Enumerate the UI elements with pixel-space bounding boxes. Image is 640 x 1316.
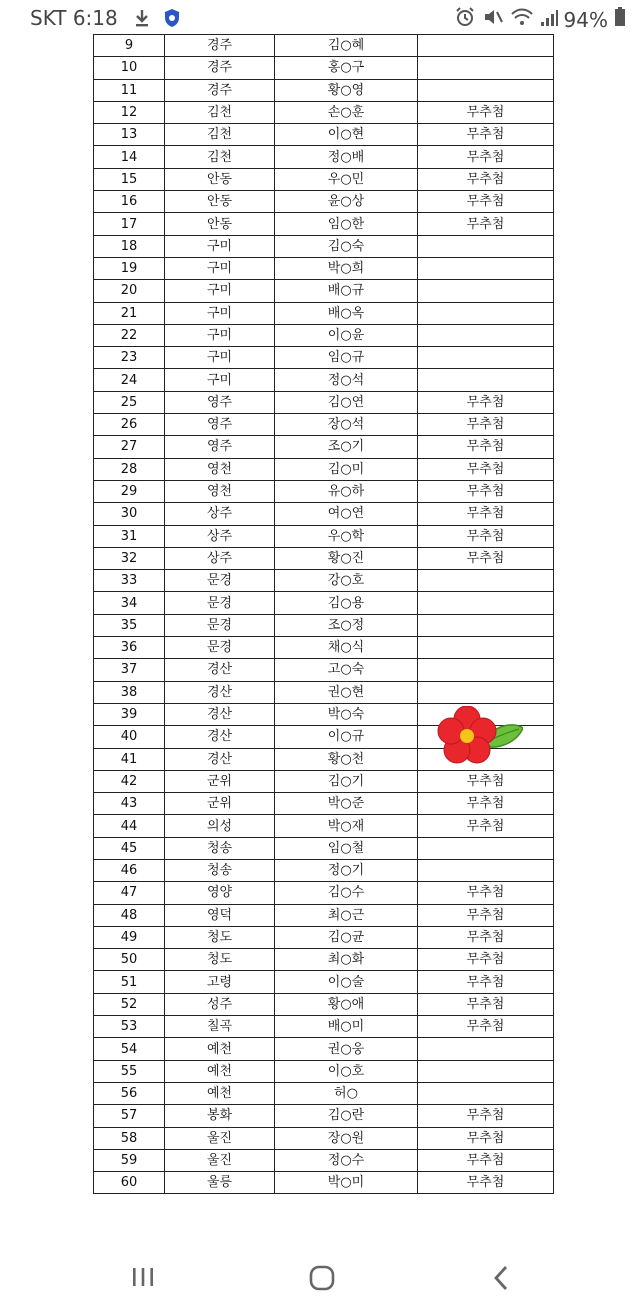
- row-number-cell: 22: [94, 324, 165, 346]
- note-cell: 무추첨: [418, 770, 554, 792]
- region-cell: 구미: [165, 369, 275, 391]
- row-number-cell: 57: [94, 1105, 165, 1127]
- table-row: [94, 79, 554, 101]
- note-cell: 무추첨: [418, 949, 554, 971]
- name-cell: 정○수: [275, 1149, 418, 1171]
- participant-table: [93, 34, 554, 1194]
- name-cell: 손○훈: [275, 101, 418, 123]
- name-cell: 박○미: [275, 1172, 418, 1194]
- region-cell: 경주: [165, 79, 275, 101]
- recent-apps-icon[interactable]: [130, 1264, 156, 1294]
- table-row: [94, 859, 554, 881]
- region-cell: 김천: [165, 124, 275, 146]
- region-cell: 울진: [165, 1149, 275, 1171]
- name-cell: 이○호: [275, 1060, 418, 1082]
- region-cell: 경산: [165, 726, 275, 748]
- name-cell: 홍○구: [275, 57, 418, 79]
- region-cell: 군위: [165, 770, 275, 792]
- row-number-cell: 52: [94, 993, 165, 1015]
- note-cell: 무추첨: [418, 993, 554, 1015]
- region-cell: 구미: [165, 302, 275, 324]
- row-number-cell: 12: [94, 101, 165, 123]
- note-cell: [418, 637, 554, 659]
- note-cell: 무추첨: [418, 793, 554, 815]
- note-cell: [418, 302, 554, 324]
- row-number-cell: 59: [94, 1149, 165, 1171]
- table-row: [94, 480, 554, 502]
- name-cell: 장○원: [275, 1127, 418, 1149]
- table-row: [94, 1149, 554, 1171]
- name-cell: 배○옥: [275, 302, 418, 324]
- table-row: [94, 257, 554, 279]
- name-cell: 정○배: [275, 146, 418, 168]
- row-number-cell: 49: [94, 926, 165, 948]
- battery-icon: [614, 7, 626, 32]
- table-row: [94, 770, 554, 792]
- note-cell: 무추첨: [418, 414, 554, 436]
- back-icon[interactable]: [490, 1264, 512, 1296]
- table-row: [94, 793, 554, 815]
- row-number-cell: 43: [94, 793, 165, 815]
- region-cell: 예천: [165, 1060, 275, 1082]
- name-cell: 정○석: [275, 369, 418, 391]
- region-cell: 청송: [165, 859, 275, 881]
- row-number-cell: 13: [94, 124, 165, 146]
- row-number-cell: 23: [94, 347, 165, 369]
- region-cell: 안동: [165, 213, 275, 235]
- row-number-cell: 15: [94, 168, 165, 190]
- table-row: [94, 614, 554, 636]
- name-cell: 배○미: [275, 1016, 418, 1038]
- region-cell: 영덕: [165, 904, 275, 926]
- row-number-cell: 36: [94, 637, 165, 659]
- mute-icon: [482, 6, 504, 33]
- note-cell: [418, 681, 554, 703]
- note-cell: [418, 57, 554, 79]
- region-cell: 문경: [165, 637, 275, 659]
- name-cell: 우○민: [275, 168, 418, 190]
- table-row: [94, 815, 554, 837]
- table-row: [94, 436, 554, 458]
- region-cell: 구미: [165, 257, 275, 279]
- table-row: [94, 837, 554, 859]
- table-row: [94, 904, 554, 926]
- table-row: [94, 168, 554, 190]
- note-cell: 무추첨: [418, 525, 554, 547]
- region-cell: 봉화: [165, 1105, 275, 1127]
- region-cell: 구미: [165, 347, 275, 369]
- note-cell: 무추첨: [418, 480, 554, 502]
- note-cell: 무추첨: [418, 436, 554, 458]
- region-cell: 청도: [165, 926, 275, 948]
- region-cell: 경산: [165, 748, 275, 770]
- name-cell: 김○혜: [275, 35, 418, 57]
- name-cell: 권○현: [275, 681, 418, 703]
- region-cell: 군위: [165, 793, 275, 815]
- name-cell: 유○하: [275, 480, 418, 502]
- region-cell: 김천: [165, 146, 275, 168]
- row-number-cell: 34: [94, 592, 165, 614]
- region-cell: 예천: [165, 1038, 275, 1060]
- alarm-icon: [454, 6, 476, 33]
- note-cell: [418, 280, 554, 302]
- note-cell: 무추첨: [418, 882, 554, 904]
- row-number-cell: 41: [94, 748, 165, 770]
- table-row: [94, 1105, 554, 1127]
- document-page: [93, 34, 551, 1194]
- name-cell: 강○호: [275, 570, 418, 592]
- note-cell: 무추첨: [418, 1172, 554, 1194]
- name-cell: 김○미: [275, 458, 418, 480]
- region-cell: 성주: [165, 993, 275, 1015]
- region-cell: 영주: [165, 391, 275, 413]
- name-cell: 황○영: [275, 79, 418, 101]
- name-cell: 이○현: [275, 124, 418, 146]
- note-cell: 무추첨: [418, 391, 554, 413]
- note-cell: [418, 235, 554, 257]
- table-row: [94, 659, 554, 681]
- note-cell: [418, 347, 554, 369]
- note-cell: [418, 369, 554, 391]
- region-cell: 상주: [165, 525, 275, 547]
- note-cell: [418, 324, 554, 346]
- table-row: [94, 101, 554, 123]
- note-cell: 무추첨: [418, 458, 554, 480]
- note-cell: [418, 1082, 554, 1104]
- note-cell: 무추첨: [418, 213, 554, 235]
- region-cell: 구미: [165, 280, 275, 302]
- note-cell: [418, 257, 554, 279]
- name-cell: 윤○상: [275, 191, 418, 213]
- row-number-cell: 54: [94, 1038, 165, 1060]
- region-cell: 칠곡: [165, 1016, 275, 1038]
- table-row: [94, 592, 554, 614]
- name-cell: 김○수: [275, 882, 418, 904]
- row-number-cell: 60: [94, 1172, 165, 1194]
- note-cell: 무추첨: [418, 815, 554, 837]
- note-cell: 무추첨: [418, 904, 554, 926]
- row-number-cell: 20: [94, 280, 165, 302]
- shield-icon: [163, 8, 181, 32]
- row-number-cell: 55: [94, 1060, 165, 1082]
- name-cell: 박○준: [275, 793, 418, 815]
- row-number-cell: 32: [94, 547, 165, 569]
- name-cell: 채○식: [275, 637, 418, 659]
- row-number-cell: 24: [94, 369, 165, 391]
- table-row: [94, 547, 554, 569]
- row-number-cell: 11: [94, 79, 165, 101]
- name-cell: 황○천: [275, 748, 418, 770]
- note-cell: [418, 837, 554, 859]
- region-cell: 울진: [165, 1127, 275, 1149]
- name-cell: 권○웅: [275, 1038, 418, 1060]
- name-cell: 임○규: [275, 347, 418, 369]
- row-number-cell: 21: [94, 302, 165, 324]
- region-cell: 경주: [165, 57, 275, 79]
- row-number-cell: 14: [94, 146, 165, 168]
- region-cell: 의성: [165, 815, 275, 837]
- note-cell: [418, 659, 554, 681]
- note-cell: 무추첨: [418, 926, 554, 948]
- table-row: [94, 525, 554, 547]
- region-cell: 울릉: [165, 1172, 275, 1194]
- note-cell: [418, 592, 554, 614]
- table-row: [94, 1060, 554, 1082]
- row-number-cell: 30: [94, 503, 165, 525]
- region-cell: 안동: [165, 168, 275, 190]
- note-cell: 무추첨: [418, 191, 554, 213]
- region-cell: 안동: [165, 191, 275, 213]
- region-cell: 고령: [165, 971, 275, 993]
- note-cell: 무추첨: [418, 1149, 554, 1171]
- region-cell: 경주: [165, 35, 275, 57]
- note-cell: 무추첨: [418, 1127, 554, 1149]
- name-cell: 임○한: [275, 213, 418, 235]
- row-number-cell: 29: [94, 480, 165, 502]
- table-row: [94, 280, 554, 302]
- region-cell: 경산: [165, 681, 275, 703]
- row-number-cell: 45: [94, 837, 165, 859]
- table-row: [94, 369, 554, 391]
- row-number-cell: 18: [94, 235, 165, 257]
- name-cell: 김○숙: [275, 235, 418, 257]
- region-cell: 문경: [165, 614, 275, 636]
- table-row: [94, 1038, 554, 1060]
- region-cell: 상주: [165, 547, 275, 569]
- row-number-cell: 10: [94, 57, 165, 79]
- row-number-cell: 38: [94, 681, 165, 703]
- table-row: [94, 235, 554, 257]
- status-bar: [0, 0, 640, 36]
- table-row: [94, 882, 554, 904]
- table-row: [94, 391, 554, 413]
- table-row: [94, 637, 554, 659]
- row-number-cell: 17: [94, 213, 165, 235]
- signal-icon: [540, 8, 558, 32]
- note-cell: [418, 570, 554, 592]
- table-row: [94, 324, 554, 346]
- table-row: [94, 57, 554, 79]
- row-number-cell: 16: [94, 191, 165, 213]
- table-row: [94, 458, 554, 480]
- name-cell: 김○균: [275, 926, 418, 948]
- region-cell: 문경: [165, 570, 275, 592]
- region-cell: 문경: [165, 592, 275, 614]
- row-number-cell: 33: [94, 570, 165, 592]
- table-row: [94, 503, 554, 525]
- name-cell: 박○숙: [275, 703, 418, 725]
- table-row: [94, 1082, 554, 1104]
- row-number-cell: 25: [94, 391, 165, 413]
- note-cell: 무추첨: [418, 1016, 554, 1038]
- name-cell: 허○: [275, 1082, 418, 1104]
- table-row: [94, 213, 554, 235]
- note-cell: 무추첨: [418, 971, 554, 993]
- note-cell: [418, 614, 554, 636]
- table-row: [94, 347, 554, 369]
- table-row: [94, 1127, 554, 1149]
- table-row: [94, 926, 554, 948]
- table-row: [94, 971, 554, 993]
- flower-sticker: [437, 706, 523, 772]
- name-cell: 황○애: [275, 993, 418, 1015]
- battery-percent: 94%: [563, 7, 608, 32]
- note-cell: [418, 79, 554, 101]
- download-icon: [133, 8, 151, 32]
- region-cell: 상주: [165, 503, 275, 525]
- row-number-cell: 35: [94, 614, 165, 636]
- row-number-cell: 51: [94, 971, 165, 993]
- note-cell: 무추첨: [418, 1105, 554, 1127]
- table-row: [94, 191, 554, 213]
- name-cell: 이○규: [275, 726, 418, 748]
- carrier-time: SKT 6:18: [30, 6, 118, 30]
- region-cell: 청송: [165, 837, 275, 859]
- row-number-cell: 28: [94, 458, 165, 480]
- name-cell: 조○정: [275, 614, 418, 636]
- note-cell: 무추첨: [418, 168, 554, 190]
- name-cell: 김○기: [275, 770, 418, 792]
- table-row: [94, 1016, 554, 1038]
- table-row: [94, 993, 554, 1015]
- table-row: [94, 35, 554, 57]
- table-row: [94, 124, 554, 146]
- row-number-cell: 48: [94, 904, 165, 926]
- note-cell: 무추첨: [418, 101, 554, 123]
- table-row: [94, 414, 554, 436]
- note-cell: 무추첨: [418, 547, 554, 569]
- nav-bar: [0, 1250, 640, 1316]
- table-row: [94, 146, 554, 168]
- row-number-cell: 26: [94, 414, 165, 436]
- note-cell: [418, 859, 554, 881]
- region-cell: 경산: [165, 703, 275, 725]
- name-cell: 장○석: [275, 414, 418, 436]
- name-cell: 우○학: [275, 525, 418, 547]
- row-number-cell: 27: [94, 436, 165, 458]
- row-number-cell: 46: [94, 859, 165, 881]
- row-number-cell: 53: [94, 1016, 165, 1038]
- name-cell: 박○재: [275, 815, 418, 837]
- name-cell: 최○근: [275, 904, 418, 926]
- table-row: [94, 302, 554, 324]
- region-cell: 구미: [165, 235, 275, 257]
- name-cell: 김○연: [275, 391, 418, 413]
- row-number-cell: 50: [94, 949, 165, 971]
- row-number-cell: 56: [94, 1082, 165, 1104]
- table-row: [94, 949, 554, 971]
- table-row: [94, 1172, 554, 1194]
- name-cell: 이○윤: [275, 324, 418, 346]
- row-number-cell: 42: [94, 770, 165, 792]
- name-cell: 황○진: [275, 547, 418, 569]
- row-number-cell: 9: [94, 35, 165, 57]
- region-cell: 예천: [165, 1082, 275, 1104]
- home-icon[interactable]: [308, 1264, 336, 1296]
- region-cell: 김천: [165, 101, 275, 123]
- name-cell: 김○용: [275, 592, 418, 614]
- row-number-cell: 19: [94, 257, 165, 279]
- table-row: [94, 681, 554, 703]
- name-cell: 여○연: [275, 503, 418, 525]
- note-cell: 무추첨: [418, 146, 554, 168]
- region-cell: 영천: [165, 458, 275, 480]
- name-cell: 고○숙: [275, 659, 418, 681]
- note-cell: [418, 1038, 554, 1060]
- wifi-icon: [510, 7, 534, 32]
- name-cell: 조○기: [275, 436, 418, 458]
- row-number-cell: 40: [94, 726, 165, 748]
- region-cell: 영주: [165, 436, 275, 458]
- region-cell: 영천: [165, 480, 275, 502]
- name-cell: 정○기: [275, 859, 418, 881]
- region-cell: 영주: [165, 414, 275, 436]
- region-cell: 구미: [165, 324, 275, 346]
- name-cell: 김○란: [275, 1105, 418, 1127]
- name-cell: 임○철: [275, 837, 418, 859]
- row-number-cell: 37: [94, 659, 165, 681]
- note-cell: 무추첨: [418, 503, 554, 525]
- row-number-cell: 58: [94, 1127, 165, 1149]
- note-cell: [418, 1060, 554, 1082]
- table-row: [94, 570, 554, 592]
- region-cell: 청도: [165, 949, 275, 971]
- name-cell: 최○화: [275, 949, 418, 971]
- region-cell: 영양: [165, 882, 275, 904]
- row-number-cell: 31: [94, 525, 165, 547]
- name-cell: 배○규: [275, 280, 418, 302]
- name-cell: 이○술: [275, 971, 418, 993]
- note-cell: [418, 35, 554, 57]
- note-cell: 무추첨: [418, 124, 554, 146]
- row-number-cell: 47: [94, 882, 165, 904]
- name-cell: 박○희: [275, 257, 418, 279]
- row-number-cell: 39: [94, 703, 165, 725]
- row-number-cell: 44: [94, 815, 165, 837]
- region-cell: 경산: [165, 659, 275, 681]
